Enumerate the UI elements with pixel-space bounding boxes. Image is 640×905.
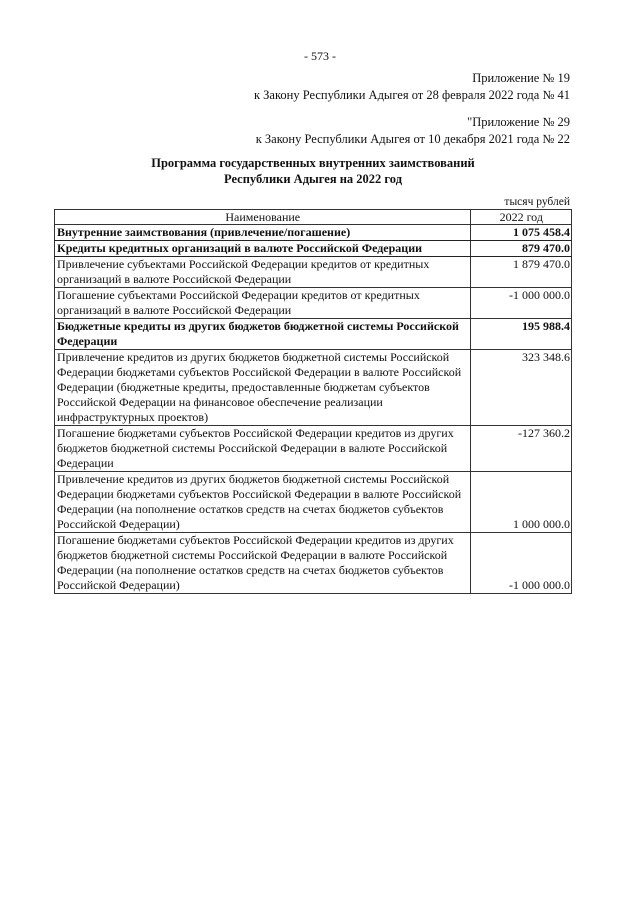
document-title-line-1: Программа государственных внутренних заимствований (151, 156, 475, 170)
row-value: 1 000 000.0 (470, 472, 571, 533)
units-label: тысяч рублей (504, 196, 570, 208)
appendix-reference-current (254, 70, 570, 104)
appendix-reference-amended (256, 114, 570, 148)
table-row (55, 225, 572, 241)
document-title-line-2: Республики Адыгея на 2022 год (223, 172, 403, 186)
appendix-number: Приложение № 19 (472, 71, 570, 85)
table-row (55, 257, 572, 288)
document-title (55, 155, 571, 187)
row-name: Погашение бюджетами субъектов Российской Федерации кредитов из других бюджетов бюджетной системы Российской Федерации в валюте Российской Федерации (на пополнение остатков средств на счетах бюджетов субъектов Российской Федерации) (55, 533, 471, 594)
row-value: 195 988.4 (470, 319, 571, 350)
row-name: Внутренние заимствования (привлечение/погашение) (55, 225, 471, 241)
table-row (55, 426, 572, 472)
borrowing-program-table (54, 209, 572, 594)
appendix-number: "Приложение № 29 (467, 115, 570, 129)
table-row (55, 241, 572, 257)
row-value: -1 000 000.0 (470, 288, 571, 319)
column-header-name: Наименование (55, 210, 471, 225)
row-name: Привлечение субъектами Российской Федерации кредитов от кредитных организаций в валюте Российской Федерации (55, 257, 471, 288)
appendix-law-reference: к Закону Республики Адыгея от 28 февраля 2022 года № 41 (253, 88, 570, 102)
row-name: Погашение субъектами Российской Федерации кредитов от кредитных организаций в валюте Российской Федерации (55, 288, 471, 319)
page-number: - 573 - (304, 49, 336, 63)
table-row (55, 319, 572, 350)
table-row (55, 533, 572, 594)
row-value: -127 360.2 (470, 426, 571, 472)
row-name: Привлечение кредитов из других бюджетов бюджетной системы Российской Федерации бюджетами субъектов Российской Федерации в валюте Российской Федерации (на пополнение остатков средств на счетах бюджетов субъектов Российской Федерации) (55, 472, 471, 533)
column-header-year: 2022 год (470, 210, 571, 225)
table-row (55, 350, 572, 426)
row-value: 879 470.0 (470, 241, 571, 257)
row-value: -1 000 000.0 (470, 533, 571, 594)
row-name: Привлечение кредитов из других бюджетов бюджетной системы Российской Федерации бюджетами субъектов Российской Федерации в валюте Российской Федерации (бюджетные кредиты, предоставленные бюджетам субъектов Российской Федерации на финансовое обеспечение реализации инфраструктурных проектов) (55, 350, 471, 426)
row-name: Кредиты кредитных организаций в валюте Российской Федерации (55, 241, 471, 257)
row-name: Погашение бюджетами субъектов Российской Федерации кредитов из других бюджетов бюджетной системы Российской Федерации в валюте Российской Федерации (55, 426, 471, 472)
row-name: Бюджетные кредиты из других бюджетов бюджетной системы Российской Федерации (55, 319, 471, 350)
row-value: 1 075 458.4 (470, 225, 571, 241)
row-value: 1 879 470.0 (470, 257, 571, 288)
table-row (55, 472, 572, 533)
table-row (55, 288, 572, 319)
table-header-row (55, 210, 572, 225)
row-value: 323 348.6 (470, 350, 571, 426)
appendix-law-reference: к Закону Республики Адыгея от 10 декабря 2021 года № 22 (255, 132, 570, 146)
